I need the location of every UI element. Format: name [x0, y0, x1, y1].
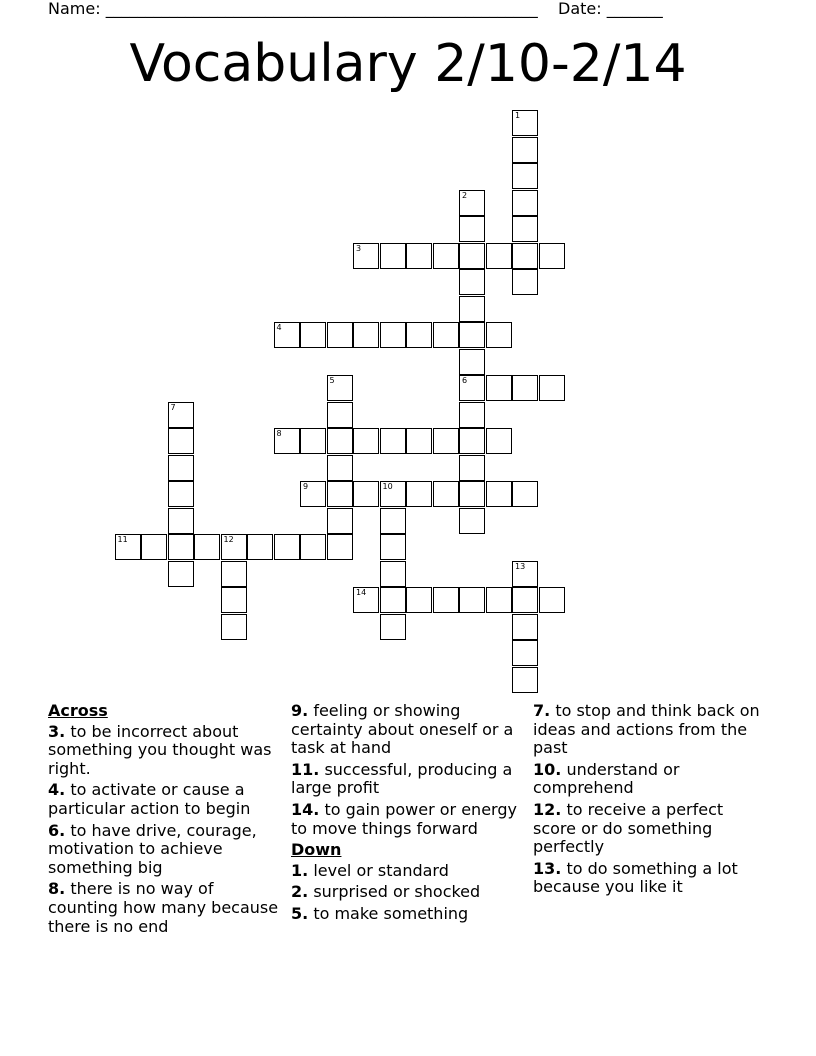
- grid-cell[interactable]: [459, 322, 485, 348]
- date-blank[interactable]: _______: [606, 0, 663, 18]
- clue-down-2: 2. surprised or shocked: [291, 882, 481, 902]
- grid-cell[interactable]: [459, 349, 485, 375]
- grid-cell[interactable]: [168, 508, 194, 534]
- grid-cell[interactable]: [300, 534, 326, 560]
- grid-cell[interactable]: [512, 587, 538, 613]
- grid-cell[interactable]: [327, 534, 353, 560]
- grid-cell[interactable]: [459, 508, 485, 534]
- grid-cell[interactable]: [459, 190, 485, 216]
- grid-cell[interactable]: [168, 428, 194, 454]
- grid-cell[interactable]: [406, 481, 432, 507]
- grid-cell[interactable]: [486, 375, 512, 401]
- grid-cell[interactable]: [459, 296, 485, 322]
- grid-cell[interactable]: [459, 587, 485, 613]
- grid-cell[interactable]: [459, 428, 485, 454]
- grid-cell[interactable]: [221, 534, 247, 560]
- clue-number: 3: [356, 243, 362, 253]
- grid-cell[interactable]: [512, 375, 538, 401]
- grid-cell[interactable]: [380, 614, 406, 640]
- grid-cell[interactable]: [459, 455, 485, 481]
- grid-cell[interactable]: [459, 243, 485, 269]
- clue-across-8: 8. there is no way of counting how many because there is no end: [48, 879, 279, 936]
- clue-number: 2: [462, 190, 468, 200]
- grid-cell[interactable]: [486, 481, 512, 507]
- grid-cell[interactable]: [512, 269, 538, 295]
- grid-cell[interactable]: [512, 216, 538, 242]
- clue-number: 11: [117, 535, 128, 544]
- clue-number: 10: [382, 482, 393, 491]
- clue-down-1: 1. level or standard: [291, 860, 449, 880]
- clue-column-3: [533, 702, 769, 900]
- grid-cell[interactable]: [327, 402, 353, 428]
- grid-cell[interactable]: [380, 561, 406, 587]
- grid-cell[interactable]: [512, 640, 538, 666]
- page-title: Vocabulary 2/10-2/14: [129, 34, 687, 94]
- grid-cell[interactable]: [221, 614, 247, 640]
- grid-cell[interactable]: [274, 428, 300, 454]
- grid-cell[interactable]: [221, 561, 247, 587]
- clue-down-10: 10. understand or comprehend: [533, 759, 680, 798]
- grid-cell[interactable]: [459, 269, 485, 295]
- grid-cell[interactable]: [512, 481, 538, 507]
- clue-number: 1: [515, 111, 521, 120]
- grid-cell[interactable]: [327, 428, 353, 454]
- grid-cell[interactable]: [115, 534, 141, 560]
- grid-cell[interactable]: [486, 243, 512, 269]
- grid-cell[interactable]: [353, 428, 379, 454]
- grid-cell[interactable]: [433, 587, 459, 613]
- grid-cell[interactable]: [459, 481, 485, 507]
- grid-cell[interactable]: [327, 375, 353, 401]
- clue-number: 4: [276, 323, 282, 332]
- clue-down-7: 7. to stop and think back on ideas and actions from the past: [533, 701, 760, 758]
- grid-cell[interactable]: [512, 190, 538, 216]
- across-heading: Across: [48, 701, 108, 720]
- grid-cell[interactable]: [274, 322, 300, 348]
- grid-cell[interactable]: [512, 110, 538, 136]
- down-heading: Down: [291, 840, 342, 860]
- grid-cell[interactable]: [141, 534, 167, 560]
- grid-cell[interactable]: [459, 216, 485, 242]
- clue-across-9: 9. feeling or showing certainty about oneself or a task at hand: [291, 701, 514, 758]
- clue-number: 8: [276, 429, 282, 438]
- grid-cell[interactable]: [512, 614, 538, 640]
- grid-cell[interactable]: [433, 322, 459, 348]
- grid-cell[interactable]: [406, 322, 432, 348]
- grid-cell[interactable]: [327, 481, 353, 507]
- grid-cell[interactable]: [168, 534, 194, 560]
- date-label: Date:: [558, 0, 602, 18]
- grid-cell[interactable]: [380, 481, 406, 507]
- grid-cell[interactable]: [486, 587, 512, 613]
- grid-cell[interactable]: [168, 455, 194, 481]
- clue-number: 5: [329, 376, 335, 385]
- grid-cell[interactable]: [380, 322, 406, 348]
- grid-cell[interactable]: [300, 428, 326, 454]
- grid-cell[interactable]: [353, 481, 379, 507]
- clue-down-5: 5. to make something: [291, 903, 469, 923]
- grid-cell[interactable]: [486, 428, 512, 454]
- grid-cell[interactable]: [327, 322, 353, 348]
- clue-across-4: 4. to activate or cause a particular action to begin: [48, 780, 251, 818]
- grid-cell[interactable]: [380, 428, 406, 454]
- grid-cell[interactable]: [459, 375, 485, 401]
- grid-cell[interactable]: [194, 534, 220, 560]
- grid-cell[interactable]: [168, 402, 194, 428]
- grid-cell[interactable]: [380, 243, 406, 269]
- grid-cell[interactable]: [380, 587, 406, 613]
- grid-cell[interactable]: [353, 243, 379, 269]
- clue-number: 13: [515, 561, 526, 571]
- grid-cell[interactable]: [274, 534, 300, 560]
- grid-cell[interactable]: [539, 587, 565, 613]
- clue-down-12: 12. to receive a perfect score or do something perfectly: [533, 799, 724, 857]
- grid-cell[interactable]: [406, 587, 432, 613]
- grid-cell[interactable]: [327, 455, 353, 481]
- clue-column-1: [48, 702, 284, 939]
- name-blank[interactable]: ______________________________________________________: [105, 0, 538, 18]
- grid-cell[interactable]: [486, 322, 512, 348]
- clue-across-6: 6. to have drive, courage, motivation to achieve something big: [48, 820, 257, 877]
- clue-across-3: 3. to be incorrect about something you thought was right.: [48, 721, 272, 778]
- clue-number: 9: [303, 482, 309, 491]
- grid-cell[interactable]: [459, 402, 485, 428]
- clue-number: 7: [170, 402, 176, 412]
- name-label: Name:: [48, 0, 101, 18]
- grid-cell[interactable]: [433, 243, 459, 269]
- grid-cell[interactable]: [380, 534, 406, 560]
- grid-cell[interactable]: [512, 163, 538, 189]
- grid-cell[interactable]: [353, 587, 379, 613]
- clue-across-11: 11. successful, producing a large profit: [291, 759, 513, 798]
- clue-down-13: 13. to do something a lot because you like it: [533, 858, 738, 897]
- grid-cell[interactable]: [221, 587, 247, 613]
- grid-cell[interactable]: [539, 243, 565, 269]
- grid-cell[interactable]: [300, 322, 326, 348]
- grid-cell[interactable]: [247, 534, 273, 560]
- grid-cell[interactable]: [512, 667, 538, 693]
- grid-cell[interactable]: [406, 428, 432, 454]
- grid-cell[interactable]: [512, 137, 538, 163]
- grid-cell[interactable]: [512, 561, 538, 587]
- grid-cell[interactable]: [168, 481, 194, 507]
- grid-cell[interactable]: [327, 508, 353, 534]
- clue-number: 14: [356, 588, 367, 597]
- grid-cell[interactable]: [380, 508, 406, 534]
- grid-cell[interactable]: [433, 428, 459, 454]
- grid-cell[interactable]: [512, 243, 538, 269]
- clue-number: 6: [462, 376, 468, 385]
- grid-cell[interactable]: [168, 561, 194, 587]
- clue-column-2: [291, 702, 527, 927]
- clue-number: 12: [223, 535, 234, 544]
- grid-cell[interactable]: [406, 243, 432, 269]
- grid-cell[interactable]: [353, 322, 379, 348]
- grid-cell[interactable]: [539, 375, 565, 401]
- clue-across-14: 14. to gain power or energy to move things forward: [291, 799, 517, 838]
- grid-cell[interactable]: [300, 481, 326, 507]
- grid-cell[interactable]: [433, 481, 459, 507]
